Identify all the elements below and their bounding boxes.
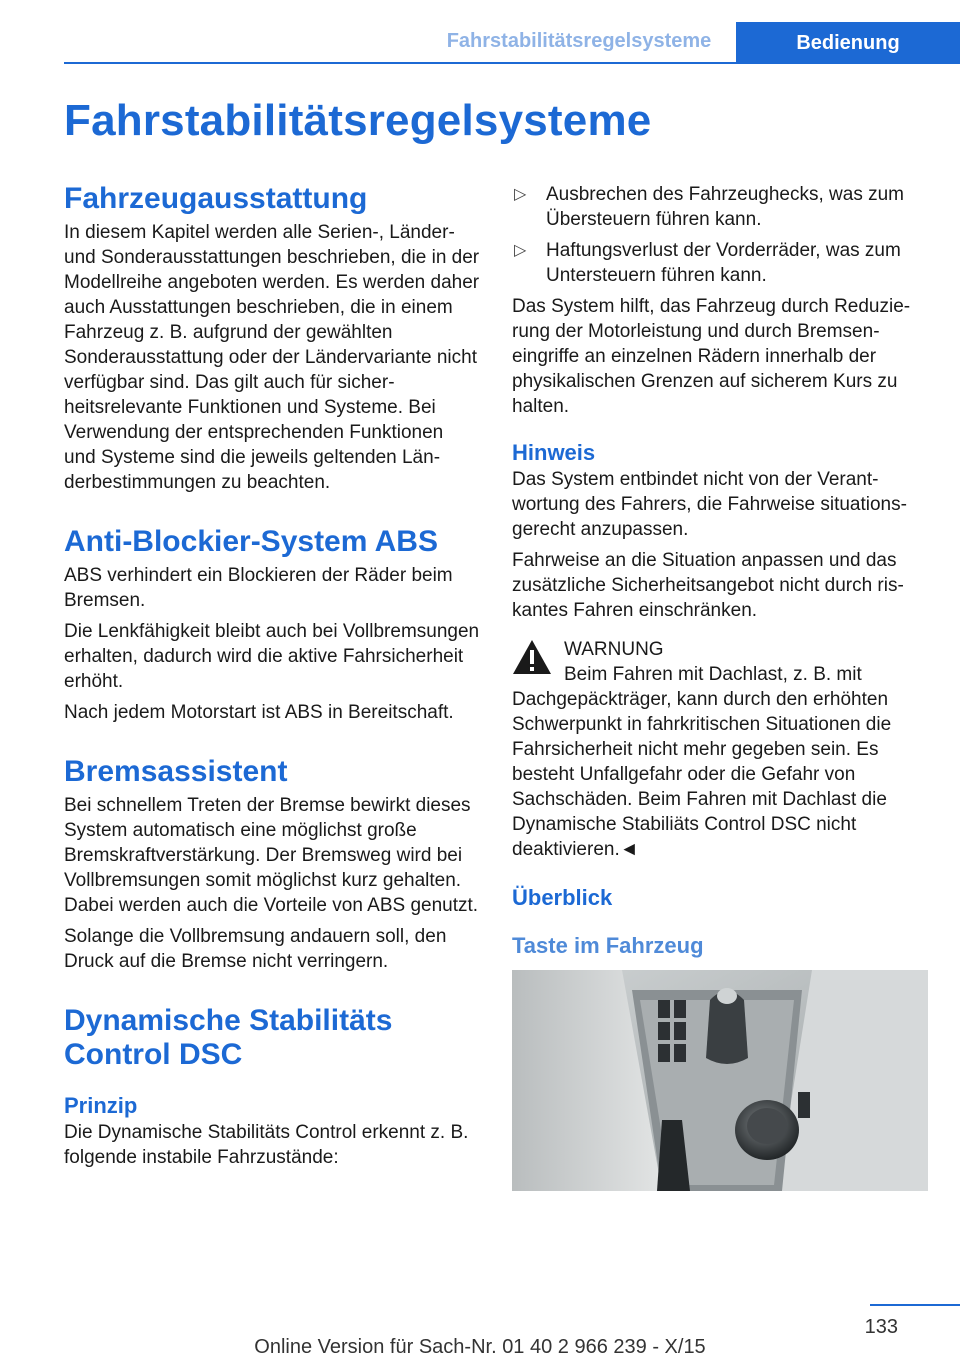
heading-taste-im-fahrzeug: Taste im Fahrzeug	[512, 933, 704, 958]
header-section-title: Fahrstabilitätsregelsysteme	[446, 30, 712, 52]
list-item	[512, 182, 928, 232]
paragraph-system: Das System hilft, das Fahrzeug durch Reduzierung der Motorleistung und durch Bremseneingriffe an einzelnen Rädern innerhalb der physikalischen Grenzen auf sicherem Kurs zu halten.	[512, 296, 911, 417]
paragraph-hinweis-2: Fahrweise an die Situation anpassen und das zusätzliche Sicherheitsangebot nicht durch riskantes Fahren einschränken.	[512, 550, 904, 621]
page-title: Fahrstabilitätsregelsysteme	[64, 96, 652, 145]
triangle-bullet-icon: ▷	[514, 242, 527, 259]
heading-abs: Anti-Blockier-System ABS	[64, 525, 438, 558]
header-chapter-tab[interactable]: Bedienung	[736, 22, 960, 64]
right-column	[512, 182, 928, 1191]
footer-version-text: Online Version für Sach-Nr. 01 40 2 966 239 - X/15	[254, 1336, 706, 1358]
paragraph-bremsassistent-1: Bei schnellem Treten der Bremse bewirkt dieses System automatisch eine möglichst große Bremskraftverstärkung. Der Bremsweg wird bei Vollbremsungen somit möglichst kurz gehalten. Dabei werden auch die Vorteile von ABS genutzt.	[64, 795, 479, 916]
list-item-text: Ausbrechen des Fahrzeughecks, was zum Übersteuern führen kann.	[546, 184, 905, 230]
heading-bremsassistent: Bremsassistent	[64, 755, 288, 788]
paragraph-prinzip: Die Dynamische Stabilitäts Control erkennt z. B. folgende instabile Fahrzustände:	[64, 1122, 469, 1168]
heading-dsc: Dynamische Stabilitäts Control DSC	[64, 1004, 393, 1071]
paragraph-fahrzeugausstattung: In diesem Kapitel werden alle Serien-, Länder- und Sonderausstattungen beschrieben, die in der Modellreihe angeboten werden. Es werden daher auch Ausstattungen beschrieben, die in einem Fahrzeug z. B. aufgrund der gewählten Sonderausstattung oder der Ländervariante nicht verfügbar sind. Das gilt auch für sicherheitsrelevante Funktionen und Systeme. Bei Verwendung der entsprechenden Funktionen und Systeme sind die jeweils geltenden Länderbestimmungen zu beachten.	[64, 222, 480, 493]
paragraph-abs-2: Die Lenkfähigkeit bleibt auch bei Vollbremsungen erhalten, dadurch wird die aktive Fahrsicherheit erhöht.	[64, 621, 480, 692]
warning-text-first-line: Beim Fahren mit Dachlast, z. B. mit	[564, 664, 862, 685]
heading-prinzip: Prinzip	[64, 1093, 138, 1118]
paragraph-hinweis-1: Das System entbindet nicht von der Verantwortung des Fahrers, die Fahrweise situationsgerecht anzupassen.	[512, 469, 907, 540]
left-column	[64, 182, 480, 1176]
page-number: 133	[864, 1316, 898, 1338]
list-item	[512, 238, 928, 288]
paragraph-abs-3: Nach jedem Motorstart ist ABS in Bereitschaft.	[64, 702, 454, 723]
heading-hinweis: Hinweis	[512, 440, 596, 465]
center-console-image	[512, 970, 928, 1191]
footer-rule	[870, 1304, 960, 1306]
warning-label: WARNUNG	[564, 639, 664, 660]
triangle-bullet-icon: ▷	[514, 186, 527, 203]
heading-ueberblick: Überblick	[512, 885, 613, 910]
warning-triangle-icon	[512, 639, 552, 675]
paragraph-bremsassistent-2: Solange die Vollbremsung andauern soll, den Druck auf die Bremse nicht verringern.	[64, 926, 447, 972]
list-item-text: Haftungsverlust der Vorderräder, was zum Untersteuern führen kann.	[546, 240, 901, 286]
heading-fahrzeugausstattung: Fahrzeugausstattung	[64, 182, 368, 215]
instability-list	[512, 182, 928, 288]
warning-text: Dachgepäckträger, kann durch den erhöhten Schwerpunkt in fahrkritischen Situationen die Fahrsicherheit nicht mehr gegeben sein. Es besteht Unfallgefahr oder die Gefahr von Sachschäden. Beim Fahren mit Dachlast die Dynamische Stabiliäts Control DSC nicht deaktivieren.◄	[512, 689, 892, 860]
paragraph-abs-1: ABS verhindert ein Blockieren der Räder beim Bremsen.	[64, 565, 453, 611]
warning-box	[512, 637, 928, 862]
